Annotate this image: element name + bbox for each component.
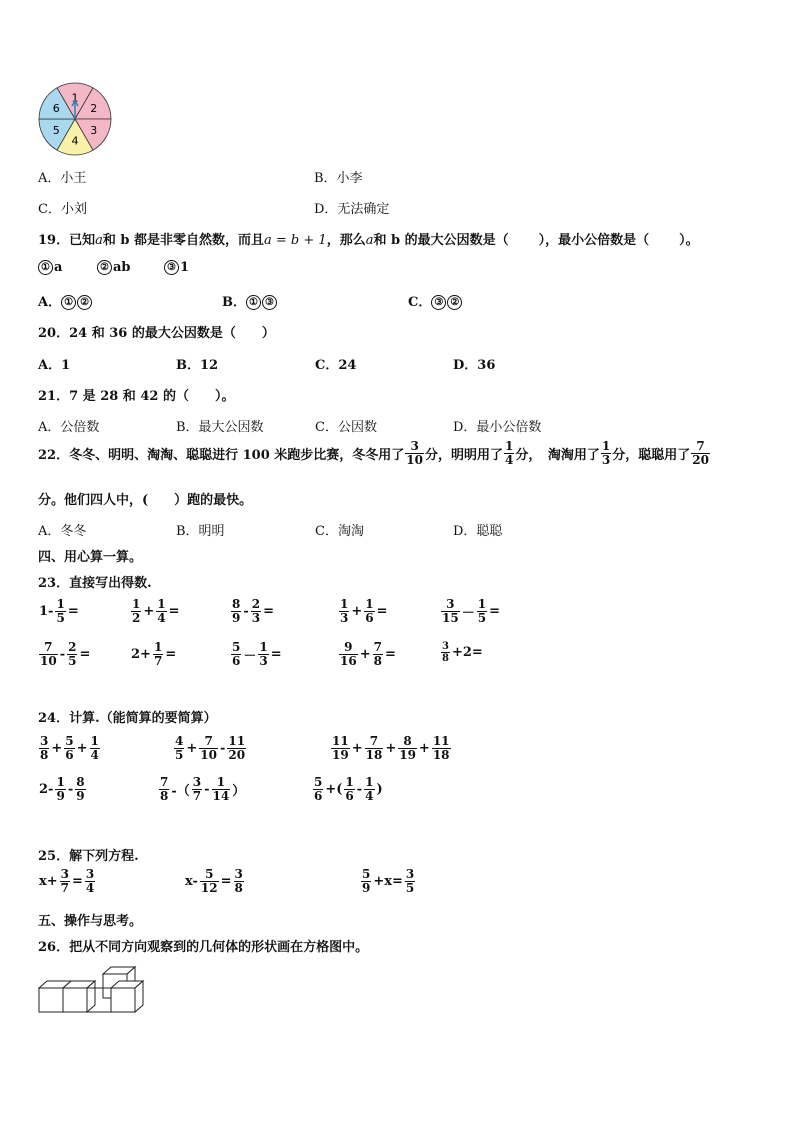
spinner-label-5: 5 [52,123,60,137]
expression-operator: + [351,741,363,756]
q24-expression-5 [158,776,246,803]
q20-option-b[interactable]: B．12 [176,358,219,373]
expression-operator: - [219,741,226,756]
q19-option-c[interactable]: C． ③ ② [408,291,463,310]
q22-stem: 22．冬冬、明明、淘淘、聪聪进行 100 米跑步比赛，冬冬用了 $\frac{3}{10}$ 分，明明用了 $\frac{1}{4}$ 分， 淘淘用了 $\frac{1}{3}$ 分，聪聪用了 $\frac{7}{20}$ [38,439,709,467]
expression-fraction: $\frac{11}{19}$ [332,734,349,762]
q23-expression-1-4 [338,598,389,625]
expression-fraction: $\frac{4}{5}$ [175,734,184,762]
expression-equals: = [263,604,275,619]
spinner-label-2: 2 [90,102,98,116]
expression-equals: = [489,604,500,619]
q23-expression-2-4 [338,641,397,668]
q24-expression-3 [330,735,452,762]
expression-operator: +( [325,782,343,797]
q23-expression-2-3 [230,641,283,668]
q19-option-a[interactable]: A． ① ② [38,291,93,310]
expression-fraction: $\frac{7}{10}$ [200,734,217,762]
spinner-label-6: 6 [52,102,60,116]
expression-fraction: $\frac{3}{4}$ [85,867,95,895]
expression-equals: = [270,647,282,662]
expression-fraction: $\frac{3}{8}$ [442,641,449,664]
q25-equation-3 [360,868,416,895]
expression-fraction: $\frac{8}{19}$ [399,734,416,762]
q24-stem: 24．计算.（能简算的要简算） [38,711,217,726]
expression-operator: +x= [373,874,403,889]
expression-operator: + [359,647,371,662]
expression-operator: - [204,782,210,797]
q26-stem: 26．把从不同方向观察到的几何体的形状画在方格图中。 [38,940,369,955]
expression-operator: - [67,782,74,797]
expression-fraction: $\frac{1}{3}$ [340,597,349,625]
expression-fraction: $\frac{7}{8}$ [373,640,382,668]
expression-operator: + [351,604,363,619]
expression-operator: - [243,604,249,619]
spinner-label-3: 3 [90,123,98,137]
expression-fraction: $\frac{1}{3}$ [259,640,268,668]
q24-expression-2 [173,735,247,762]
expression-prefix: x- [185,874,198,889]
q21-stem: 21．7 是 28 和 42 的（ ）。 [38,389,235,404]
q23-expression-2-1 [38,641,91,668]
q19-option-b[interactable]: B． ① ③ [222,291,278,310]
q22-option-b[interactable]: B．明明 [176,524,225,539]
q20-option-c[interactable]: C．24 [315,358,357,373]
expression-fraction: $\frac{5}{12}$ [200,867,218,895]
expression-equals: = [165,647,177,662]
q22-option-c[interactable]: C．淘淘 [315,524,364,539]
expression-operator: + [418,741,430,756]
q20-option-d[interactable]: D．36 [453,358,496,373]
q23-expression-1-5 [440,598,501,625]
q23-expression-2-2 [130,641,177,668]
expression-paren: ) [376,782,383,797]
expression-operator: - [356,782,363,797]
q19-stem: 19．已知a和 b 都是非零自然数，而且a = b + 1，那么a和 b 的最大公因数是（ ），最小公倍数是（ ）。 [38,233,699,248]
q22-stem-line2: 分。他们四人中，( ）跑的最快。 [38,493,253,508]
expression-fraction: $\frac{3}{8}$ [40,734,49,762]
q21-option-a[interactable]: A．公倍数 [38,420,100,435]
expression-fraction: $\frac{3}{15}$ [442,597,459,625]
q20-stem: 20．24 和 36 的最大公因数是（ ） [38,326,275,341]
q22-fraction-dongdong: $\frac{3}{10}$ [406,439,423,467]
q21-option-b[interactable]: B．最大公因数 [176,420,264,435]
q19-choice-2: ② ab [97,260,131,275]
q18-option-b[interactable]: B．小李 [314,171,363,186]
expression-equals: = [384,647,396,662]
expression-equals: = [376,604,388,619]
expression-fraction: $\frac{7}{10}$ [40,640,57,668]
q24-expression-1 [38,735,101,762]
q22-fraction-taotao: $\frac{1}{3}$ [601,439,611,467]
cube-figure [37,966,152,1016]
q23-expression-1-3 [230,598,275,625]
expression-fraction: $\frac{1}{4}$ [157,597,166,625]
q24-expression-6 [312,776,384,803]
expression-fraction: $\frac{1}{6}$ [345,775,354,803]
expression-prefix: x+ [39,874,58,889]
expression-operator: -（ [171,784,190,799]
expression-fraction: $\frac{5}{6}$ [232,640,241,668]
expression-fraction: $\frac{1}{9}$ [56,775,65,803]
expression-fraction: $\frac{9}{16}$ [340,640,357,668]
q23-expression-1-1 [38,598,80,625]
expression-fraction: $\frac{2}{3}$ [251,597,261,625]
expression-prefix: 2+ [131,647,151,662]
expression-equals: +2= [451,645,483,660]
q23-stem: 23．直接写出得数. [38,576,152,591]
expression-paren: ） [232,784,246,799]
expression-fraction: $\frac{3}{7}$ [192,775,202,803]
q19-choice-3: ③ 1 [164,260,189,275]
expression-fraction: $\frac{1}{14}$ [212,775,230,803]
q18-option-c[interactable]: C．小刘 [38,202,87,217]
expression-operator: + [186,741,198,756]
q25-equation-1 [38,868,96,895]
expression-fraction: $\frac{3}{5}$ [405,867,415,895]
expression-fraction: $\frac{2}{5}$ [68,640,77,668]
q21-option-d[interactable]: D．最小公倍数 [453,420,542,435]
expression-equals: = [220,874,232,889]
q23-expression-1-2 [130,598,181,625]
spinner-wheel [37,82,117,156]
section-4-heading: 四、用心算一算。 [38,550,143,565]
expression-fraction: $\frac{5}{6}$ [65,734,74,762]
expression-fraction: $\frac{5}{6}$ [314,775,323,803]
expression-fraction: $\frac{1}{6}$ [365,597,374,625]
expression-fraction: $\frac{3}{8}$ [234,867,243,895]
q18-option-d[interactable]: D．无法确定 [314,202,390,217]
expression-fraction: $\frac{8}{9}$ [76,775,85,803]
q22-fraction-mingming: $\frac{1}{4}$ [505,439,514,467]
q25-stem: 25．解下列方程. [38,849,139,864]
expression-fraction: $\frac{1}{2}$ [132,597,141,625]
expression-fraction: $\frac{3}{7}$ [60,867,70,895]
expression-fraction: $\frac{7}{8}$ [160,775,169,803]
expression-fraction: $\frac{5}{9}$ [362,867,371,895]
expression-fraction: $\frac{1}{5}$ [477,597,487,625]
q25-equation-2 [184,868,245,895]
q22-option-d[interactable]: D．聪聪 [453,524,503,539]
expression-operator: + [51,741,63,756]
expression-fraction: $\frac{11}{18}$ [432,734,450,762]
spinner-label-4: 4 [71,134,79,148]
expression-fraction: $\frac{1}{5}$ [56,597,65,625]
q22-fraction-congcong: $\frac{7}{20}$ [692,439,709,467]
expression-equals: = [67,604,79,619]
expression-equals: = [168,604,180,619]
expression-fraction: $\frac{1}{4}$ [90,734,99,762]
q23-expression-2-5 [440,641,484,664]
expression-fraction: $\frac{8}{9}$ [232,597,241,625]
expression-operator: - [59,647,66,662]
q18-option-a[interactable]: A．小王 [38,171,87,186]
q19-choice-1: ① a [38,260,62,275]
expression-operator: + [76,741,88,756]
section-5-heading: 五、操作与思考。 [38,914,143,929]
expression-fraction: $\frac{1}{7}$ [153,640,163,668]
expression-operator: + [143,604,155,619]
expression-fraction: $\frac{1}{4}$ [365,775,374,803]
expression-fraction: $\frac{11}{20}$ [228,734,246,762]
q21-option-c[interactable]: C．公因数 [315,420,377,435]
expression-operator: － [461,606,475,621]
expression-operator: + [385,741,397,756]
expression-fraction: $\frac{7}{18}$ [365,734,383,762]
expression-equals: = [72,874,83,889]
q24-expression-4 [38,776,87,803]
expression-equals: = [79,647,91,662]
expression-prefix: 1- [39,604,54,619]
q20-option-a[interactable]: A．1 [38,358,71,373]
q22-option-a[interactable]: A．冬冬 [38,524,87,539]
expression-prefix: 2- [39,782,54,797]
expression-operator: － [243,649,257,664]
spinner-label-1: 1 [71,91,79,105]
